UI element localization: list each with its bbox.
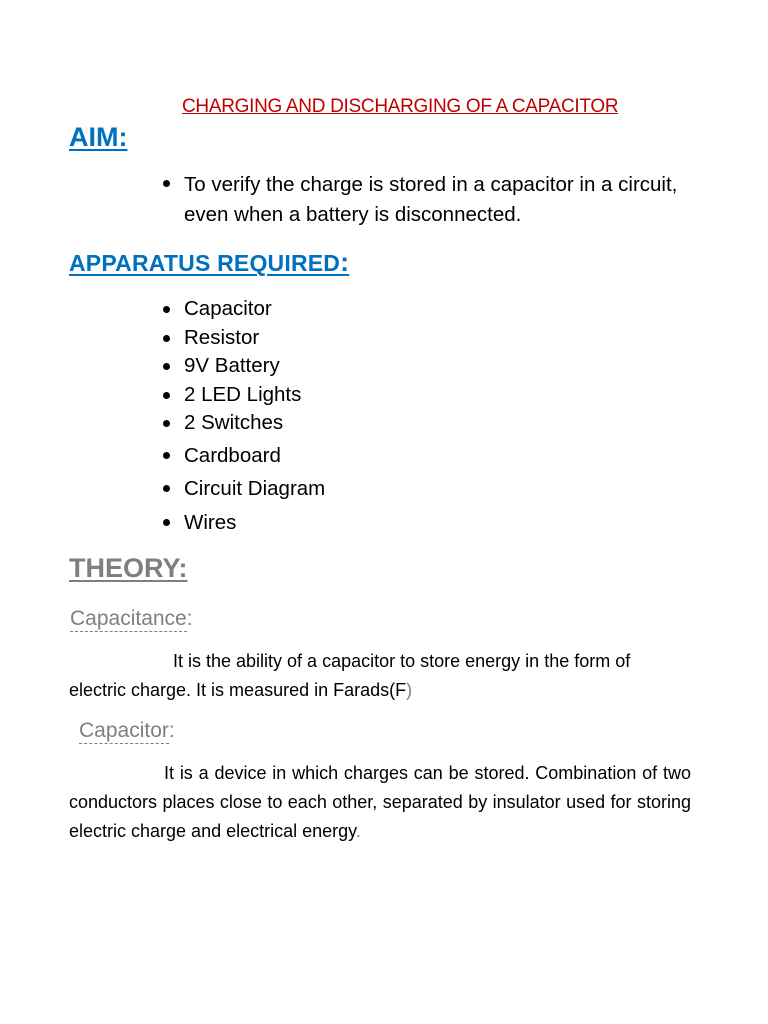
capacitor-heading-colon: : [168,719,175,742]
aim-list [184,170,692,230]
apparatus-heading [69,247,349,278]
apparatus-heading-colon: : [340,247,350,277]
aim-heading: AIM: [69,122,128,152]
capacitance-paragraph [69,647,691,705]
capacitor-text: It is a device in which charges can be stored. Combination of two conductors places close to each other, separated by insulator used for storing electric charge and electrical energy [69,763,691,841]
capacitance-heading [70,607,193,631]
apparatus-item: Capacitor [184,296,325,325]
apparatus-item: 2 Switches [184,410,325,439]
capacitance-heading-text: Capacitance [70,607,187,630]
apparatus-item: Wires [184,506,325,540]
apparatus-item: Cardboard [184,439,325,473]
capacitance-heading-colon: : [186,607,193,630]
capacitor-heading-text: Capacitor [79,719,169,742]
theory-heading: THEORY: [69,553,188,583]
capacitor-text-end: . [355,821,361,841]
apparatus-item: Circuit Diagram [184,472,325,506]
aim-item: To verify the charge is stored in a capacitor in a circuit, even when a battery is disconnected. [184,170,692,230]
capacitance-text: It is the ability of a capacitor to store energy in the form of electric charge. It is measured in Farads(F [69,651,631,700]
apparatus-item: 2 LED Lights [184,382,325,411]
page-title: CHARGING AND DISCHARGING OF A CAPACITOR [182,96,619,117]
capacitor-paragraph [69,759,691,846]
apparatus-list [184,296,325,539]
apparatus-heading-text: APPARATUS REQUIRED [69,250,341,276]
capacitor-heading [79,719,175,743]
apparatus-item: 9V Battery [184,353,325,382]
capacitance-text-end: ) [406,680,413,700]
apparatus-item: Resistor [184,325,325,354]
